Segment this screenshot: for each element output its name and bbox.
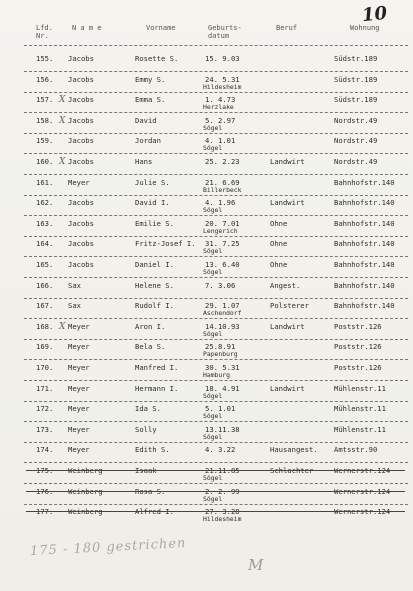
table-row xyxy=(0,198,413,221)
cell-geburtsort: Papenburg xyxy=(203,350,238,359)
cell-geburtsdatum: 5. 2.97 xyxy=(205,115,236,125)
cell-name: Meyer xyxy=(68,404,90,414)
table-row xyxy=(0,363,413,386)
cell-wohnung: Bahnhofstr.140 xyxy=(334,301,395,311)
row-divider xyxy=(24,462,408,463)
row-divider xyxy=(24,483,408,484)
table-header xyxy=(0,24,413,46)
cell-name: Weinberg xyxy=(68,486,103,496)
cell-wohnung: Bahnhofstr.140 xyxy=(334,239,395,249)
cell-beruf: Landwirt xyxy=(270,157,305,166)
cell-geburtsdatum: 31. 7.25 xyxy=(205,239,240,249)
cell-wohnung: Nordstr.49 xyxy=(334,157,378,166)
row-divider xyxy=(24,256,408,257)
row-divider xyxy=(24,174,408,175)
cell-geburtsdatum: 5. 1.01 xyxy=(205,404,236,414)
cell-vorname: David xyxy=(135,115,157,125)
cell-wohnung: Amtsstr.90 xyxy=(334,445,378,455)
cell-nr: 175. xyxy=(36,466,54,475)
cell-beruf: Hausangest. xyxy=(270,445,318,455)
table-row xyxy=(0,425,413,448)
cell-vorname: Manfred I. xyxy=(135,363,179,372)
cell-beruf: Landwirt xyxy=(270,383,305,393)
header-rule xyxy=(24,45,408,46)
cell-geburtsdatum: 13.11.38 xyxy=(205,424,240,434)
row-divider xyxy=(24,153,408,154)
cell-wohnung: Nordstr.49 xyxy=(334,136,378,146)
table-row xyxy=(0,404,413,427)
cell-wohnung: Südstr.189 xyxy=(334,95,378,105)
cell-geburtsdatum: 25.8.91 xyxy=(205,342,236,352)
cell-geburtsort: Sögel xyxy=(203,329,223,338)
table-row xyxy=(0,136,413,159)
cell-name: Jacobs xyxy=(68,218,94,228)
cell-name: Sax xyxy=(68,280,81,290)
cell-vorname: Bela S. xyxy=(135,342,166,352)
cell-vorname: Emilie S. xyxy=(135,218,174,228)
row-divider xyxy=(24,298,408,299)
cell-name: Jacobs xyxy=(68,260,94,269)
cell-wohnung: Poststr.126 xyxy=(334,321,382,331)
cell-wohnung: Wernerstr.124 xyxy=(334,486,391,496)
row-divider xyxy=(24,339,408,340)
cell-geburtsdatum: 4. 3.22 xyxy=(205,445,236,455)
cell-geburtsort: Sögel xyxy=(203,474,223,482)
cell-geburtsdatum: 24. 5.31 xyxy=(205,74,240,84)
cell-wohnung: Poststr.126 xyxy=(334,342,382,352)
row-divider xyxy=(24,92,408,93)
cell-name: Weinberg xyxy=(68,466,103,475)
cell-name: Jacobs xyxy=(68,74,94,84)
cell-nr: 177. xyxy=(36,507,54,517)
table-row xyxy=(0,157,413,180)
cell-nr: 164. xyxy=(36,239,54,249)
table-row xyxy=(0,507,413,530)
cell-geburtsdatum: 1. 4.73 xyxy=(205,95,236,105)
cell-nr: 161. xyxy=(36,177,54,187)
table-row xyxy=(0,301,413,324)
cell-wohnung: Wernerstr.124 xyxy=(334,507,391,517)
cell-geburtsdatum: 4. 1.01 xyxy=(205,136,236,146)
cell-geburtsdatum: 27. 3.28 xyxy=(205,507,240,517)
cell-geburtsdatum: 18. 4.91 xyxy=(205,383,240,393)
table-row xyxy=(0,322,413,345)
table-row xyxy=(0,384,413,407)
row-divider xyxy=(24,401,408,402)
header-geburtsdatum: Geburts- datum xyxy=(208,24,242,40)
header-vorname: Vorname xyxy=(146,24,176,32)
cell-geburtsdatum: 4. 1.96 xyxy=(205,198,236,208)
cell-geburtsdatum: 13. 6.40 xyxy=(205,260,240,269)
cell-nr: 170. xyxy=(36,363,54,372)
cell-beruf: Schlachter xyxy=(270,466,314,475)
row-divider xyxy=(24,504,408,505)
cell-geburtsdatum: 15. 9.03 xyxy=(205,54,240,63)
cell-name: Jacobs xyxy=(68,54,94,63)
cell-name: Meyer xyxy=(68,383,90,393)
table-row xyxy=(0,75,413,98)
table-row xyxy=(0,95,413,118)
row-divider xyxy=(24,236,408,237)
row-divider xyxy=(24,71,408,72)
strikethrough-line xyxy=(26,491,405,492)
cell-geburtsort: Sögel xyxy=(203,206,223,215)
cell-geburtsort: Sögel xyxy=(203,123,223,132)
cell-geburtsort: Hildesheim xyxy=(203,82,242,91)
cell-wohnung: Poststr.126 xyxy=(334,363,382,372)
cell-name: Jacobs xyxy=(68,239,94,249)
cell-wohnung: Mühlenstr.11 xyxy=(334,424,386,434)
row-divider xyxy=(24,318,408,319)
cell-vorname: Daniel I. xyxy=(135,260,174,269)
cell-vorname: Rudolf I. xyxy=(135,301,174,311)
cell-geburtsort: Sögel xyxy=(203,494,223,503)
table-row xyxy=(0,281,413,304)
table-row xyxy=(0,239,413,262)
cell-vorname: Hans xyxy=(135,157,153,166)
handwritten-check-mark: X xyxy=(59,321,66,332)
cell-name: Meyer xyxy=(68,342,90,352)
table-row xyxy=(0,466,413,489)
cell-vorname: David I. xyxy=(135,198,170,208)
cell-vorname: Isaak xyxy=(135,466,157,475)
handwritten-note: 175 - 180 gestrichen xyxy=(29,535,187,560)
cell-name: Meyer xyxy=(68,424,90,434)
cell-geburtsort: Aschendorf xyxy=(203,309,242,318)
cell-geburtsdatum: 21.11.85 xyxy=(205,466,240,475)
cell-geburtsort: Billerbeck xyxy=(203,185,242,194)
handwritten-check-mark: X xyxy=(59,95,66,106)
cell-geburtsdatum: 7. 3.06 xyxy=(205,280,236,290)
row-divider xyxy=(24,442,408,443)
strikethrough-line xyxy=(26,470,405,471)
header-beruf: Beruf xyxy=(276,24,298,32)
cell-wohnung: Bahnhofstr.140 xyxy=(334,280,395,290)
cell-wohnung: Mühlenstr.11 xyxy=(334,383,386,393)
cell-vorname: Alfred I. xyxy=(135,507,174,517)
cell-vorname: Julie S. xyxy=(135,177,170,187)
cell-nr: 168. xyxy=(36,321,54,331)
cell-geburtsdatum: 20. 7.01 xyxy=(205,218,240,228)
table-row xyxy=(0,219,413,242)
cell-nr: 166. xyxy=(36,280,54,290)
cell-geburtsdatum: 21. 6.69 xyxy=(205,177,240,187)
cell-geburtsdatum: 2. 2. 99 xyxy=(205,486,240,496)
cell-name: Weinberg xyxy=(68,507,103,517)
row-divider xyxy=(24,112,408,113)
cell-vorname: Rosette S. xyxy=(135,54,179,63)
table-row xyxy=(0,487,413,510)
cell-vorname: Solly xyxy=(135,424,157,434)
cell-nr: 169. xyxy=(36,342,54,352)
cell-geburtsort: Sögel xyxy=(203,432,223,441)
table-row xyxy=(0,342,413,365)
cell-beruf: Ohne xyxy=(270,239,288,249)
row-divider xyxy=(24,277,408,278)
cell-wohnung: Südstr.189 xyxy=(334,74,378,84)
row-divider xyxy=(24,359,408,360)
cell-geburtsdatum: 14.10.93 xyxy=(205,321,240,331)
cell-geburtsort: Hamburg xyxy=(203,371,230,379)
cell-nr: 172. xyxy=(36,404,54,414)
cell-geburtsort: Hildesheim xyxy=(203,515,242,524)
row-divider xyxy=(24,133,408,134)
table-row xyxy=(0,178,413,201)
row-divider xyxy=(24,421,408,422)
header-name: N a m e xyxy=(72,24,102,32)
row-divider xyxy=(24,195,408,196)
cell-geburtsort: Sögel xyxy=(203,247,223,256)
cell-nr: 162. xyxy=(36,198,54,208)
cell-nr: 156. xyxy=(36,74,54,84)
cell-name: Jacobs xyxy=(68,157,94,166)
cell-geburtsort: Sögel xyxy=(203,144,223,153)
table-row xyxy=(0,260,413,283)
cell-nr: 158. xyxy=(36,115,54,125)
cell-vorname: Helene S. xyxy=(135,280,174,290)
cell-nr: 155. xyxy=(36,54,54,63)
cell-vorname: Hermann I. xyxy=(135,383,179,393)
cell-name: Meyer xyxy=(68,321,90,331)
cell-vorname: Ida S. xyxy=(135,404,161,414)
cell-nr: 157. xyxy=(36,95,54,105)
table-row xyxy=(0,445,413,468)
page-number: 10 xyxy=(360,2,389,27)
cell-name: Jacobs xyxy=(68,198,94,208)
cell-nr: 159. xyxy=(36,136,54,146)
cell-vorname: Fritz-Josef I. xyxy=(135,239,196,249)
cell-vorname: Aron I. xyxy=(135,321,166,331)
cell-name: Jacobs xyxy=(68,136,94,146)
cell-nr: 165. xyxy=(36,260,54,269)
cell-wohnung: Nordstr.49 xyxy=(334,115,378,125)
cell-geburtsort: Sögel xyxy=(203,268,223,276)
cell-vorname: Emma S. xyxy=(135,95,166,105)
cell-nr: 160. xyxy=(36,157,54,166)
cell-geburtsort: Sögel xyxy=(203,412,223,421)
cell-name: Jacobs xyxy=(68,115,94,125)
cell-beruf: Ohne xyxy=(270,260,288,269)
cell-name: Sax xyxy=(68,301,81,311)
cell-beruf: Landwirt xyxy=(270,321,305,331)
cell-name: Jacobs xyxy=(68,95,94,105)
row-divider xyxy=(24,215,408,216)
cell-wohnung: Bahnhofstr.140 xyxy=(334,198,395,208)
cell-geburtsort: Herzlake xyxy=(203,103,234,112)
cell-geburtsdatum: 30. 5.31 xyxy=(205,363,240,372)
cell-name: Meyer xyxy=(68,177,90,187)
cell-wohnung: Bahnhofstr.140 xyxy=(334,177,395,187)
cell-nr: 174. xyxy=(36,445,54,455)
cell-name: Meyer xyxy=(68,445,90,455)
handwritten-initial: M xyxy=(248,556,264,574)
cell-nr: 176. xyxy=(36,486,54,496)
cell-beruf: Ohne xyxy=(270,218,288,228)
cell-geburtsort: Lengerich xyxy=(203,226,238,235)
cell-beruf: Polsterer xyxy=(270,301,309,311)
cell-nr: 171. xyxy=(36,383,54,393)
cell-geburtsort: Sögel xyxy=(203,391,223,400)
header-nr: Lfd. Nr. xyxy=(36,24,53,40)
cell-vorname: Emmy S. xyxy=(135,74,166,84)
cell-nr: 167. xyxy=(36,301,54,311)
handwritten-check-mark: X xyxy=(59,157,66,167)
cell-nr: 173. xyxy=(36,424,54,434)
cell-vorname: Rosa S. xyxy=(135,486,166,496)
cell-name: Meyer xyxy=(68,363,90,372)
cell-wohnung: Südstr.189 xyxy=(334,54,378,63)
cell-wohnung: Bahnhofstr.140 xyxy=(334,260,395,269)
cell-nr: 163. xyxy=(36,218,54,228)
cell-wohnung: Mühlenstr.11 xyxy=(334,404,386,414)
cell-wohnung: Bahnhofstr.140 xyxy=(334,218,395,228)
cell-vorname: Jordan xyxy=(135,136,161,146)
cell-vorname: Edith S. xyxy=(135,445,170,455)
cell-beruf: Landwirt xyxy=(270,198,305,208)
header-wohnung: Wohnung xyxy=(350,24,380,32)
cell-beruf: Angest. xyxy=(270,280,301,290)
strikethrough-line xyxy=(26,511,405,512)
cell-geburtsdatum: 25. 2.23 xyxy=(205,157,240,166)
table-row xyxy=(0,54,413,77)
handwritten-check-mark: X xyxy=(59,115,66,126)
cell-wohnung: Wernerstr.124 xyxy=(334,466,391,475)
row-divider xyxy=(24,380,408,381)
table-row xyxy=(0,116,413,139)
cell-geburtsdatum: 29. 1.07 xyxy=(205,301,240,311)
